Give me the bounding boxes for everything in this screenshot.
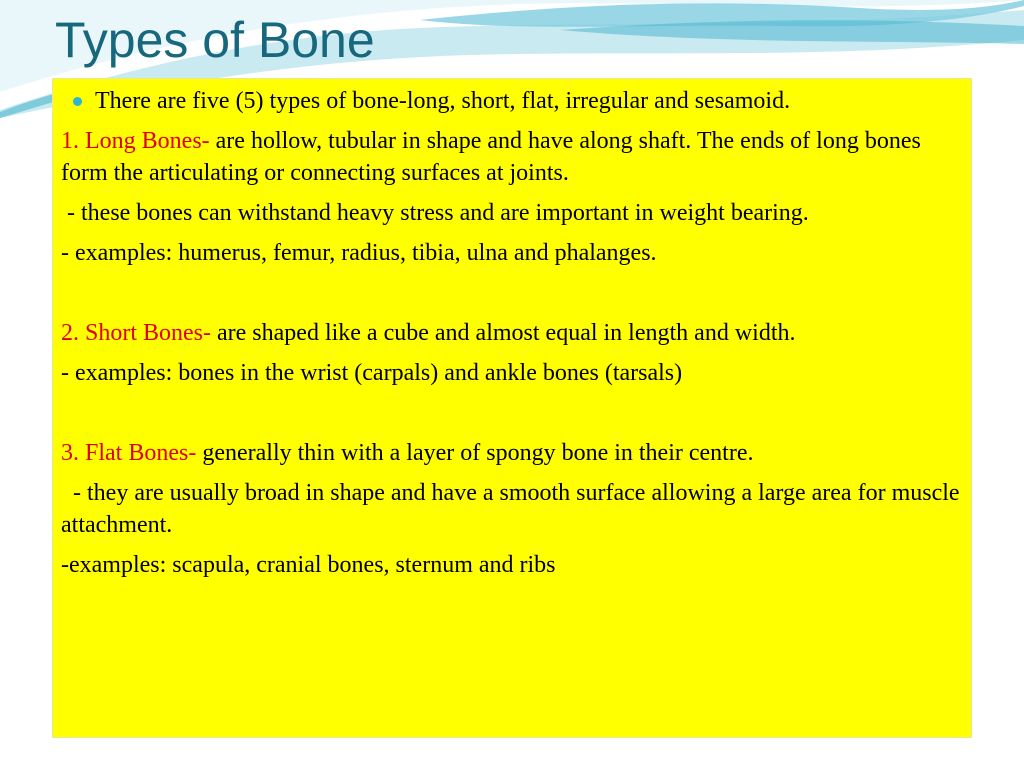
intro-text: There are five (5) types of bone-long, short, flat, irregular and sesamoid. xyxy=(95,88,791,114)
flat-bones-paragraph xyxy=(61,437,961,469)
long-bones-line: - these bones can withstand heavy stress and are important in weight bearing. xyxy=(61,200,809,226)
long-bones-heading: 1. Long Bones- xyxy=(61,128,210,154)
flat-bones-text: generally thin with a layer of spongy bone in their centre. xyxy=(196,440,754,466)
short-bones-examples: - examples: bones in the wrist (carpals) and ankle bones (tarsals) xyxy=(61,360,683,386)
short-bones-heading: 2. Short Bones- xyxy=(61,320,211,346)
flat-bones-examples: -examples: scapula, cranial bones, sternum and ribs xyxy=(61,552,556,578)
short-bones-text: are shaped like a cube and almost equal in length and width. xyxy=(211,320,796,346)
long-bones-paragraph xyxy=(61,125,961,189)
short-bones-paragraph xyxy=(61,317,961,349)
long-bones-text: are hollow, tubular in shape and have along shaft. The ends of long bones form the articulating or connecting surfaces at joints. xyxy=(61,128,921,186)
bullet-icon xyxy=(73,97,82,106)
content-panel xyxy=(52,78,972,738)
slide-title: Types of Bone xyxy=(55,12,375,68)
long-bones-examples: - examples: humerus, femur, radius, tibia, ulna and phalanges. xyxy=(61,240,657,266)
intro-bullet xyxy=(61,85,961,117)
flat-bones-line: - they are usually broad in shape and have a smooth surface allowing a large area for muscle attachment. xyxy=(61,480,966,538)
flat-bones-heading: 3. Flat Bones- xyxy=(61,440,197,466)
slide-body xyxy=(61,85,966,581)
